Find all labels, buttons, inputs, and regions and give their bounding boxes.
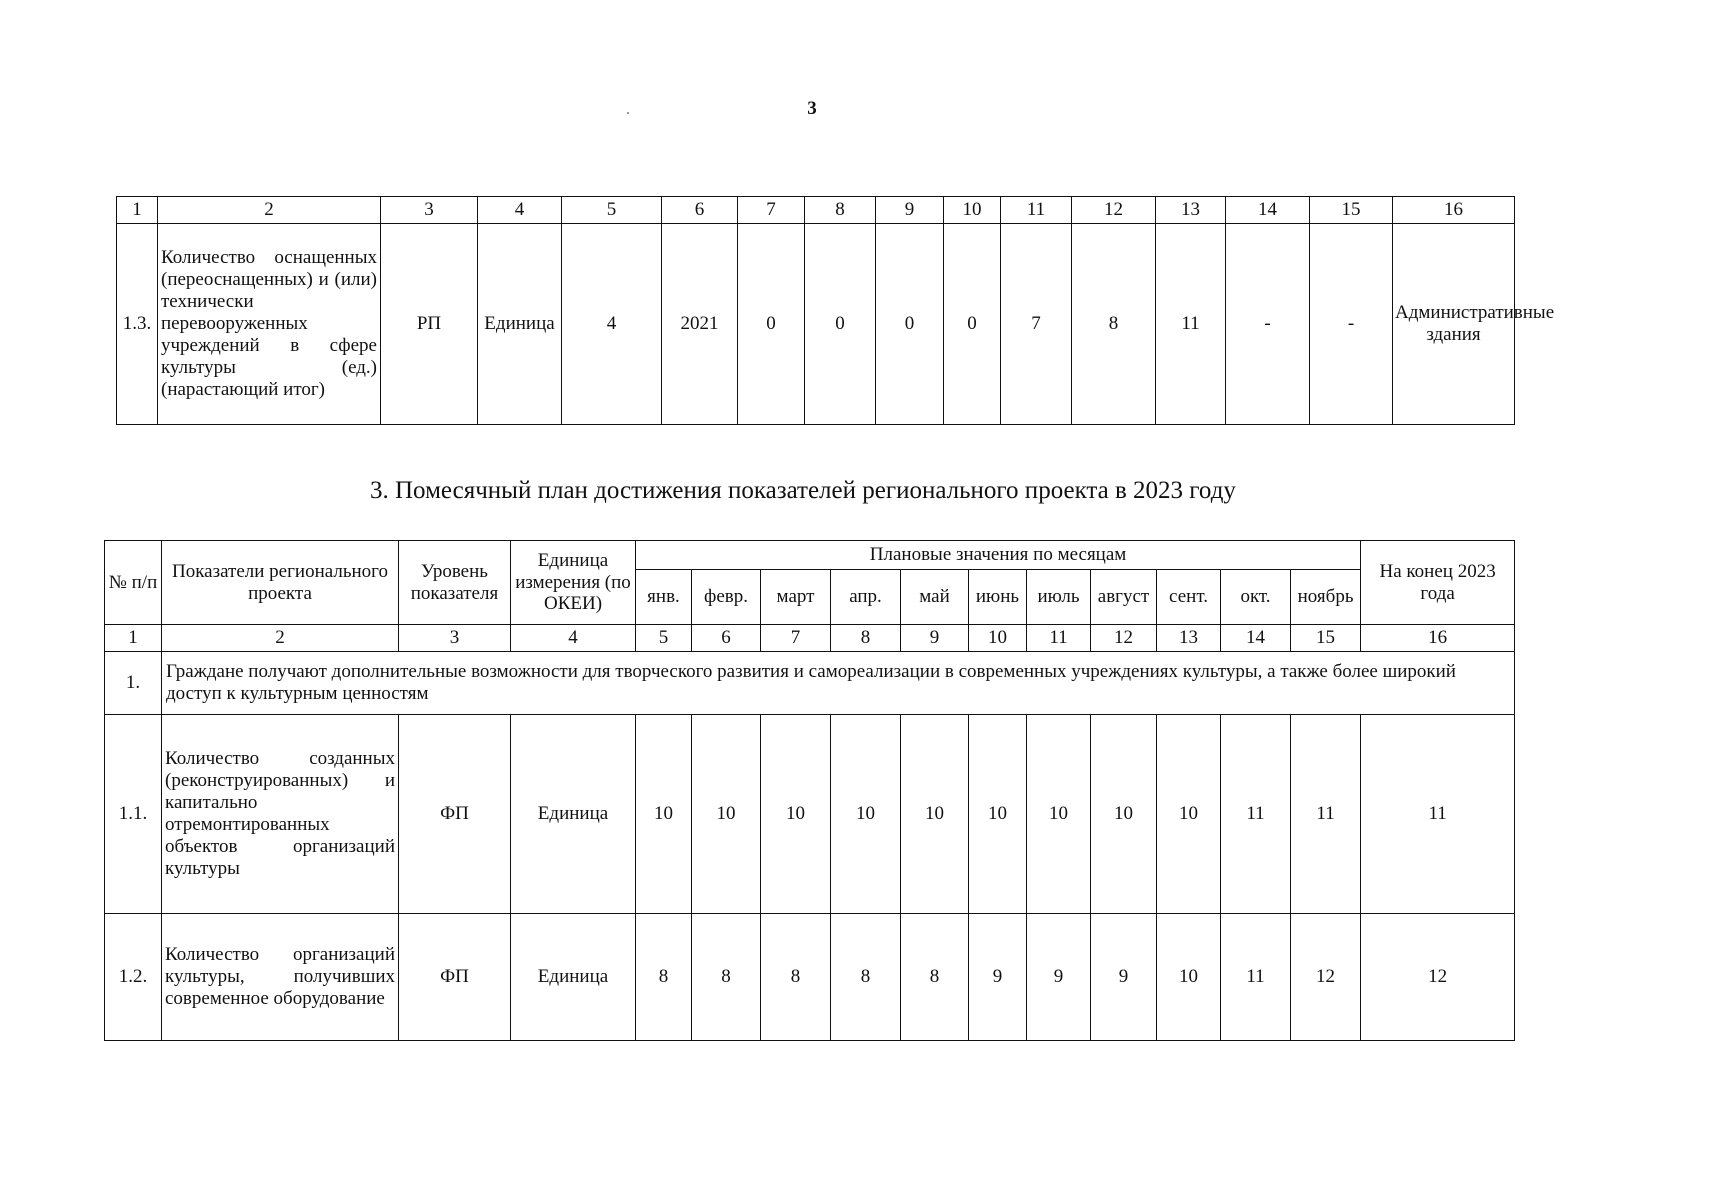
column-number: 10 xyxy=(969,625,1027,652)
goal-row xyxy=(105,652,1515,715)
column-number: 2 xyxy=(158,197,381,224)
month-header: май xyxy=(901,570,969,625)
month-header: август xyxy=(1091,570,1157,625)
column-number: 10 xyxy=(944,197,1001,224)
month-value: 10 xyxy=(692,715,761,914)
column-number: 7 xyxy=(761,625,831,652)
column-number: 4 xyxy=(478,197,562,224)
month-value: 11 xyxy=(1291,715,1361,914)
column-number: 16 xyxy=(1361,625,1515,652)
header-planned-values: Плановые значения по месяцам xyxy=(636,541,1361,570)
section-title: 3. Помесячный план достижения показателей регионального проекта в 2023 году xyxy=(370,477,1236,504)
value-cell: 7 xyxy=(1001,224,1072,425)
unit: Единица xyxy=(511,914,636,1041)
header-num: № п/п xyxy=(105,541,162,625)
column-number-row xyxy=(105,625,1515,652)
month-value: 8 xyxy=(831,914,901,1041)
month-value: 12 xyxy=(1291,914,1361,1041)
month-value: 11 xyxy=(1221,715,1291,914)
note-cell: Административные здания xyxy=(1393,224,1515,425)
row-number: 1.2. xyxy=(105,914,162,1041)
month-value: 10 xyxy=(1157,715,1221,914)
column-number: 3 xyxy=(399,625,511,652)
month-value: 9 xyxy=(1027,914,1091,1041)
column-number: 15 xyxy=(1310,197,1393,224)
scan-speck xyxy=(627,112,629,114)
column-number: 11 xyxy=(1027,625,1091,652)
indicator-level: ФП xyxy=(399,715,511,914)
value-cell: 8 xyxy=(1072,224,1156,425)
indicator-name: Количество оснащенных (переоснащенных) и (или) технически перевооруженных учреждений в сфере культуры (ед.) (нарастающий итог) xyxy=(158,224,381,425)
value-cell: 11 xyxy=(1156,224,1226,425)
header-row xyxy=(105,541,1515,570)
column-number: 16 xyxy=(1393,197,1515,224)
base-value: 4 xyxy=(562,224,662,425)
column-number: 14 xyxy=(1226,197,1310,224)
month-value: 10 xyxy=(969,715,1027,914)
column-number: 15 xyxy=(1291,625,1361,652)
month-header: июнь xyxy=(969,570,1027,625)
column-number: 5 xyxy=(562,197,662,224)
month-value: 11 xyxy=(1221,914,1291,1041)
month-value: 10 xyxy=(761,715,831,914)
value-cell: 0 xyxy=(738,224,805,425)
row-number: 1.1. xyxy=(105,715,162,914)
value-cell: - xyxy=(1310,224,1393,425)
month-value: 8 xyxy=(636,914,692,1041)
column-number: 1 xyxy=(105,625,162,652)
month-value: 10 xyxy=(1091,715,1157,914)
monthly-plan-table xyxy=(104,540,1515,1041)
month-value: 10 xyxy=(1157,914,1221,1041)
column-number: 6 xyxy=(662,197,738,224)
column-number: 9 xyxy=(901,625,969,652)
column-number: 12 xyxy=(1091,625,1157,652)
column-number: 13 xyxy=(1156,197,1226,224)
column-number: 9 xyxy=(876,197,944,224)
row-number: 1.3. xyxy=(117,224,158,425)
month-value: 9 xyxy=(1091,914,1157,1041)
column-number: 4 xyxy=(511,625,636,652)
table-row xyxy=(105,914,1515,1041)
month-value: 8 xyxy=(692,914,761,1041)
goal-text: Граждане получают дополнительные возможности для творческого развития и самореализации в современных учреждениях культуры, а также более широкий доступ к культурным ценностям xyxy=(162,652,1515,715)
column-number: 5 xyxy=(636,625,692,652)
indicator-level: ФП xyxy=(399,914,511,1041)
value-cell: - xyxy=(1226,224,1310,425)
value-cell: 0 xyxy=(876,224,944,425)
month-value: 8 xyxy=(761,914,831,1041)
month-header: окт. xyxy=(1221,570,1291,625)
month-header: янв. xyxy=(636,570,692,625)
month-value: 10 xyxy=(1027,715,1091,914)
column-number: 3 xyxy=(381,197,478,224)
header-indicator: Показатели регионального проекта xyxy=(162,541,399,625)
column-number: 8 xyxy=(831,625,901,652)
indicator-name: Количество созданных (реконструированных) и капитально отремонтированных объектов организаций культуры xyxy=(162,715,399,914)
indicator-level: РП xyxy=(381,224,478,425)
column-number: 13 xyxy=(1157,625,1221,652)
month-value: 9 xyxy=(969,914,1027,1041)
column-number: 2 xyxy=(162,625,399,652)
header-level: Уровень показателя xyxy=(399,541,511,625)
month-value: 10 xyxy=(901,715,969,914)
table-row xyxy=(105,715,1515,914)
column-number: 8 xyxy=(805,197,876,224)
month-header: ноябрь xyxy=(1291,570,1361,625)
month-value: 10 xyxy=(831,715,901,914)
value-cell: 0 xyxy=(944,224,1001,425)
year-end-value: 12 xyxy=(1361,914,1515,1041)
column-number: 11 xyxy=(1001,197,1072,224)
column-number: 7 xyxy=(738,197,805,224)
month-header: февр. xyxy=(692,570,761,625)
goal-number: 1. xyxy=(105,652,162,715)
indicators-table-continued xyxy=(116,196,1555,425)
indicator-name: Количество организаций культуры, получивших современное оборудование xyxy=(162,914,399,1041)
column-number: 12 xyxy=(1072,197,1156,224)
month-header: июль xyxy=(1027,570,1091,625)
year-end-value: 11 xyxy=(1361,715,1515,914)
column-number-row xyxy=(117,197,1515,224)
header-year-end: На конец 2023 года xyxy=(1361,541,1515,625)
table-row xyxy=(117,224,1515,425)
month-value: 10 xyxy=(636,715,692,914)
unit: Единица xyxy=(511,715,636,914)
month-header: март xyxy=(761,570,831,625)
header-unit: Единица измерения (по ОКЕИ) xyxy=(511,541,636,625)
column-number: 14 xyxy=(1221,625,1291,652)
month-header: апр. xyxy=(831,570,901,625)
page-number: 3 xyxy=(807,98,817,119)
column-number: 6 xyxy=(692,625,761,652)
column-number: 1 xyxy=(117,197,158,224)
month-header: сент. xyxy=(1157,570,1221,625)
value-cell: 0 xyxy=(805,224,876,425)
base-year: 2021 xyxy=(662,224,738,425)
unit: Единица xyxy=(478,224,562,425)
month-value: 8 xyxy=(901,914,969,1041)
